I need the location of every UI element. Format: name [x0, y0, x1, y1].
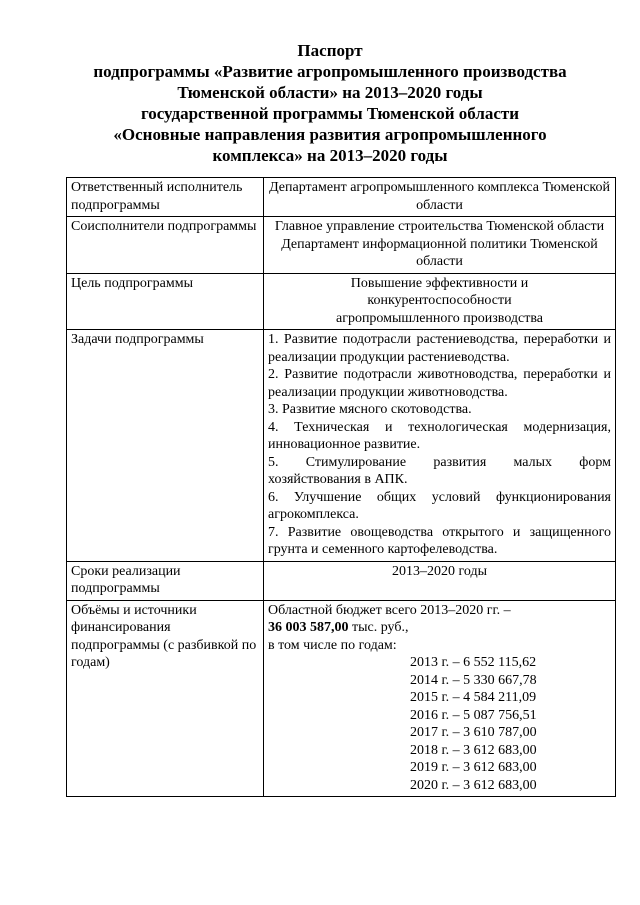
- row-label: Сроки реализации подпрограммы: [67, 561, 264, 600]
- row-label: Цель подпрограммы: [67, 273, 264, 330]
- funding-year: 2019 г. – 3 612 683,00: [410, 760, 537, 775]
- row-value: [264, 217, 616, 274]
- funding-year: 2017 г. – 3 610 787,00: [410, 725, 537, 740]
- title-line: Тюменской области» на 2013–2020 годы: [177, 83, 483, 102]
- task-item: 3. Развитие мясного скотоводства.: [268, 402, 472, 417]
- row-label: Соисполнители подпрограммы: [67, 217, 264, 274]
- table-row-coexecutors: [67, 217, 616, 274]
- funding-year: 2020 г. – 3 612 683,00: [410, 777, 537, 793]
- task-item: 1. Развитие подотрасли растениеводства, переработки и реализации продукции растениеводства.: [268, 332, 611, 365]
- funding-year: 2014 г. – 5 330 667,78: [410, 672, 537, 688]
- task-item: 6. Улучшение общих условий функционирования агрокомплекса.: [268, 489, 611, 522]
- funding-year: 2018 г. – 3 612 683,00: [410, 742, 537, 758]
- task-item: 4. Техническая и технологическая модернизация, инновационное развитие.: [268, 419, 611, 452]
- funding-years: [268, 654, 611, 794]
- row-label: Объёмы и источники финансирования подпрограммы (с разбивкой по годам): [67, 600, 264, 797]
- coexecutor: Главное управление строительства Тюменской области: [274, 219, 605, 234]
- title-line: Паспорт: [297, 41, 363, 60]
- table-row-executor: [67, 178, 616, 217]
- coexecutor: Департамент информационной политики Тюменской области: [281, 236, 598, 269]
- table-row-tasks: [67, 330, 616, 562]
- row-value: Повышение эффективности и конкурентоспособности агропромышленного производства: [264, 273, 616, 330]
- funding-total: 36 003 587,00: [268, 620, 349, 635]
- row-value: [264, 600, 616, 797]
- funding-unit: тыс. руб.,: [348, 620, 409, 635]
- table-row-goal: [67, 273, 616, 330]
- task-item: 5. Стимулирование развития малых форм хозяйствования в АПК.: [268, 454, 611, 487]
- passport-title: [60, 40, 600, 166]
- row-value: 2013–2020 годы: [264, 561, 616, 600]
- passport-table: [66, 177, 616, 797]
- title-line: государственной программы Тюменской области: [140, 104, 520, 123]
- funding-year: 2013 г. – 6 552 115,62: [410, 655, 537, 670]
- title-line: подпрограммы «Развитие агропромышленного производства: [93, 62, 567, 81]
- row-value: [264, 330, 616, 562]
- row-label: Задачи подпрограммы: [67, 330, 264, 562]
- funding-intro: Областной бюджет всего 2013–2020 гг. –: [268, 602, 511, 618]
- row-value: Департамент агропромышленного комплекса Тюменской области: [264, 178, 616, 217]
- title-line: комплекса» на 2013–2020 годы: [212, 146, 448, 165]
- funding-by-years-label: в том числе по годам:: [268, 637, 397, 653]
- funding-total-line: [268, 619, 611, 637]
- task-item: 2. Развитие подотрасли животноводства, переработки и реализации продукции животноводства.: [268, 367, 611, 400]
- table-row-terms: [67, 561, 616, 600]
- row-label: Ответственный исполнитель подпрограммы: [67, 178, 264, 217]
- task-item: 7. Развитие овощеводства открытого и защищенного грунта и семенного картофелеводства.: [268, 524, 611, 557]
- funding-year: 2015 г. – 4 584 211,09: [410, 690, 537, 705]
- table-row-funding: [67, 600, 616, 797]
- funding-year: 2016 г. – 5 087 756,51: [410, 707, 537, 723]
- title-line: «Основные направления развития агропромышленного: [113, 125, 547, 144]
